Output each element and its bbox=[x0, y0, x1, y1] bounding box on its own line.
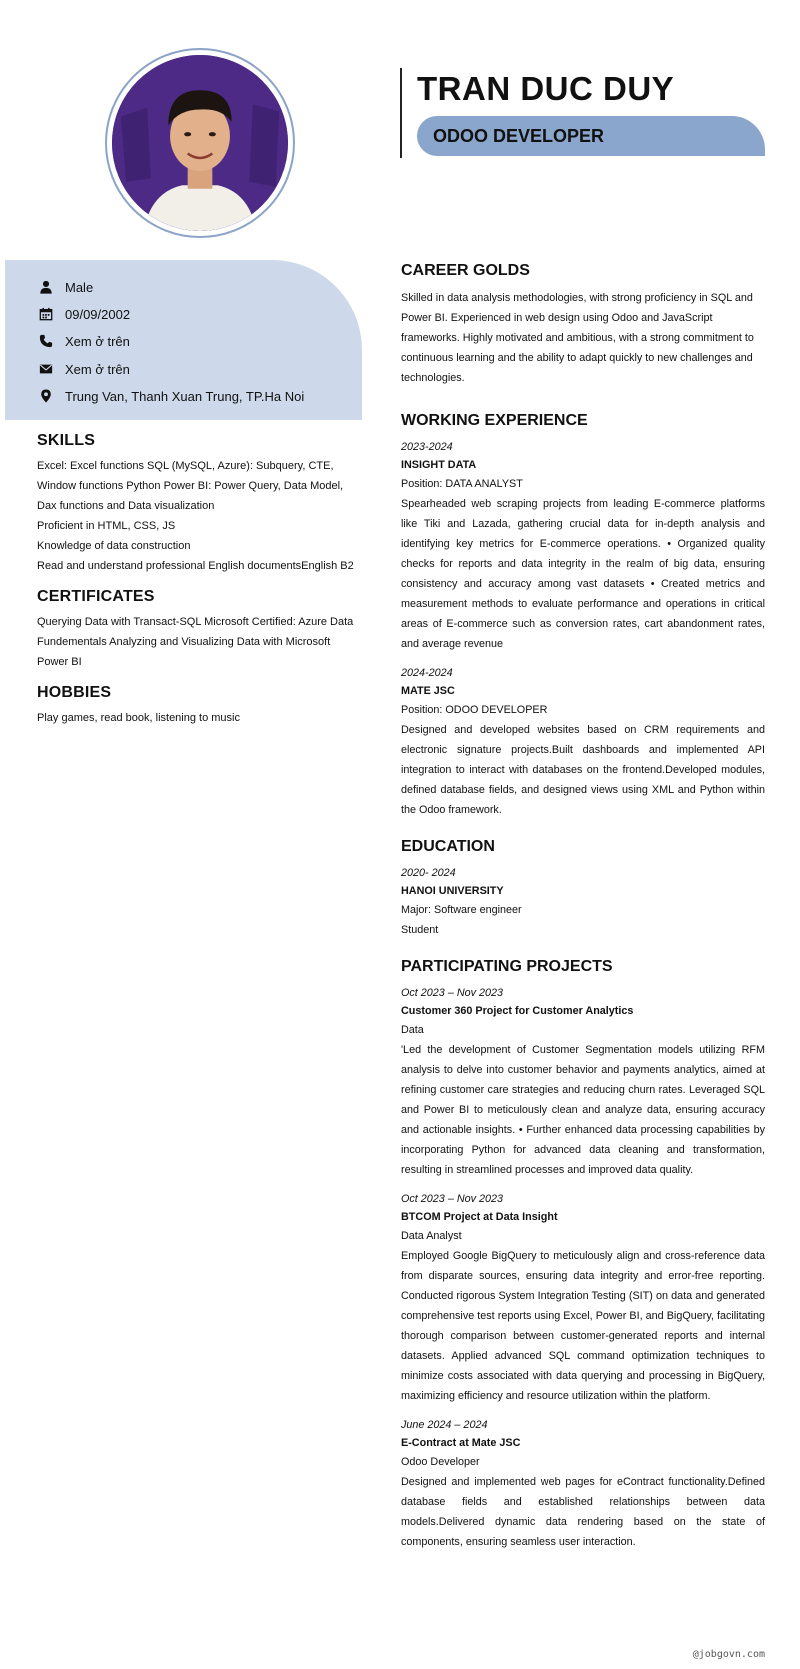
experience-date: 2023-2024 bbox=[401, 441, 453, 453]
career-text: Skilled in data analysis methodologies, with strong proficiency in SQL and Power BI. Experienced in web design using Odoo and JavaScript frameworks. Highly motivated and ambitious, with a strong commitment to continuous learning and the ability to adapt quickly to new challenges and technologies. bbox=[401, 292, 754, 384]
skill-item: Knowledge of data construction bbox=[37, 540, 191, 552]
projects-heading: PARTICIPATING PROJECTS bbox=[401, 958, 613, 975]
project-date: June 2024 – 2024 bbox=[401, 1419, 488, 1431]
location-pin-icon bbox=[39, 389, 53, 403]
birthday-text: 09/09/2002 bbox=[65, 306, 131, 322]
education-major: Major: Software engineer bbox=[401, 904, 522, 916]
experience-item bbox=[401, 438, 765, 654]
certificates-text: Querying Data with Transact-SQL Microsoft Certified: Azure Data Fundementals Analyzing and Visualizing Data with Microsoft Power BI bbox=[37, 616, 354, 668]
experience-heading: WORKING EXPERIENCE bbox=[401, 412, 588, 429]
name-block bbox=[400, 68, 765, 158]
experience-description: Spearheaded web scraping projects from leading E-commerce platforms like Tiki and Lazada, gathering crucial data for in-depth analysis and identifying key metrics for E-commerce operations. • Organized quality checks for reports and data integrity in the realm of big data, ensuring consistency and accuracy among vast datasets • Created metrics and measurement methods to evaluate performance and operations in critical areas of E-commerce such as conversion rates, cart abandonment rates, and average revenue bbox=[401, 498, 765, 650]
contact-panel bbox=[5, 260, 362, 420]
education-heading: EDUCATION bbox=[401, 838, 495, 855]
phone-text: Xem ở trên bbox=[65, 333, 130, 349]
calendar-icon bbox=[39, 307, 53, 321]
project-role: Data Analyst bbox=[401, 1230, 462, 1242]
skill-item: Read and understand professional English documentsEnglish B2 bbox=[37, 560, 354, 572]
watermark: @jobgovn.com bbox=[692, 1649, 765, 1660]
certificates-section bbox=[37, 588, 362, 672]
phone-icon bbox=[39, 334, 53, 348]
skill-item: Proficient in HTML, CSS, JS bbox=[37, 520, 176, 532]
left-column bbox=[37, 432, 362, 740]
contact-email bbox=[39, 359, 130, 379]
project-name: BTCOM Project at Data Insight bbox=[401, 1211, 558, 1223]
project-name: Customer 360 Project for Customer Analytics bbox=[401, 1005, 634, 1017]
contact-address bbox=[39, 386, 304, 406]
gender-text: Male bbox=[65, 279, 94, 295]
contact-gender bbox=[39, 277, 93, 297]
experience-item bbox=[401, 664, 765, 820]
hobbies-text: Play games, read book, listening to music bbox=[37, 712, 240, 724]
job-title: ODOO DEVELOPER bbox=[433, 126, 605, 146]
contact-birthday bbox=[39, 304, 130, 324]
experience-position: Position: DATA ANALYST bbox=[401, 478, 523, 490]
avatar bbox=[112, 55, 288, 231]
contact-phone bbox=[39, 331, 130, 351]
career-heading: CAREER GOLDS bbox=[401, 262, 530, 279]
envelope-icon bbox=[39, 362, 53, 376]
skills-heading: SKILLS bbox=[37, 432, 96, 449]
experience-date: 2024-2024 bbox=[401, 667, 453, 679]
right-column bbox=[401, 262, 765, 1570]
avatar-frame bbox=[105, 48, 295, 238]
education-status: Student bbox=[401, 924, 439, 936]
experience-position: Position: ODOO DEVELOPER bbox=[401, 704, 548, 716]
project-description: Employed Google BigQuery to meticulously align and cross-reference data from disparate sources, ensuring data integrity and error-free reporting. Conducted rigorous System Integration Testing (SIT) on data and generated comprehensive test reports using Excel, Power BI, and BigQuery, facilitating thorough comparison between customer-generated reports and internal datasets. Applied advanced SQL command optimization techniques to minimize costs associated with data querying and processing in BigQuery, maximizing efficiency and resource utilization within the platform. bbox=[401, 1250, 765, 1402]
education-section bbox=[401, 838, 765, 940]
skill-item: Excel: Excel functions SQL (MySQL, Azure): Subquery, CTE, Window functions Python Power BI: Power Query, Data Model, Dax functions and Data visualization bbox=[37, 460, 344, 512]
project-item bbox=[401, 1190, 765, 1406]
project-item bbox=[401, 1416, 765, 1552]
experience-company: MATE JSC bbox=[401, 685, 455, 697]
person-icon bbox=[39, 280, 53, 294]
experience-company: INSIGHT DATA bbox=[401, 459, 477, 471]
project-role: Data bbox=[401, 1024, 424, 1036]
project-description: 'Led the development of Customer Segmentation models utilizing RFM analysis to delve into customer behavior and payments analytics, aimed at refining customer care strategies and reducing churn rates. Leveraged SQL and Power BI to meticulously clean and analyze data, ensuring accuracy and actionable insights. • Further enhanced data processing capabilities by incorporating Python for advanced data cleaning and transformation, resulting in streamlined processes and improved data quality. bbox=[401, 1044, 765, 1176]
hobbies-heading: HOBBIES bbox=[37, 684, 112, 701]
certificates-heading: CERTIFICATES bbox=[37, 588, 155, 605]
project-date: Oct 2023 – Nov 2023 bbox=[401, 987, 504, 999]
experience-description: Designed and developed websites based on CRM requirements and electronic signature projects.Built dashboards and implemented API integration to interact with databases on the frontend.Developed modules, defined database fields, and designed views using XML and Python within the Odoo framework. bbox=[401, 724, 765, 816]
education-school: HANOI UNIVERSITY bbox=[401, 885, 504, 897]
project-date: Oct 2023 – Nov 2023 bbox=[401, 1193, 504, 1205]
education-date: 2020- 2024 bbox=[401, 867, 456, 879]
projects-section bbox=[401, 958, 765, 1552]
project-description: Designed and implemented web pages for eContract functionality.Defined database fields and established relationships between data models.Delivered dynamic data rendering based on the state of components, ensuring seamless user interaction. bbox=[401, 1476, 765, 1548]
project-item bbox=[401, 984, 765, 1180]
hobbies-section bbox=[37, 684, 362, 728]
portrait-illustration bbox=[112, 55, 288, 231]
email-text: Xem ở trên bbox=[65, 361, 130, 377]
experience-section bbox=[401, 412, 765, 820]
project-name: E-Contract at Mate JSC bbox=[401, 1437, 521, 1449]
project-role: Odoo Developer bbox=[401, 1456, 480, 1468]
job-title-banner bbox=[417, 116, 765, 156]
candidate-name: TRAN DUC DUY bbox=[417, 70, 675, 107]
career-section bbox=[401, 262, 765, 388]
address-text: Trung Van, Thanh Xuan Trung, TP.Ha Noi bbox=[65, 388, 305, 404]
skills-section bbox=[37, 432, 362, 576]
